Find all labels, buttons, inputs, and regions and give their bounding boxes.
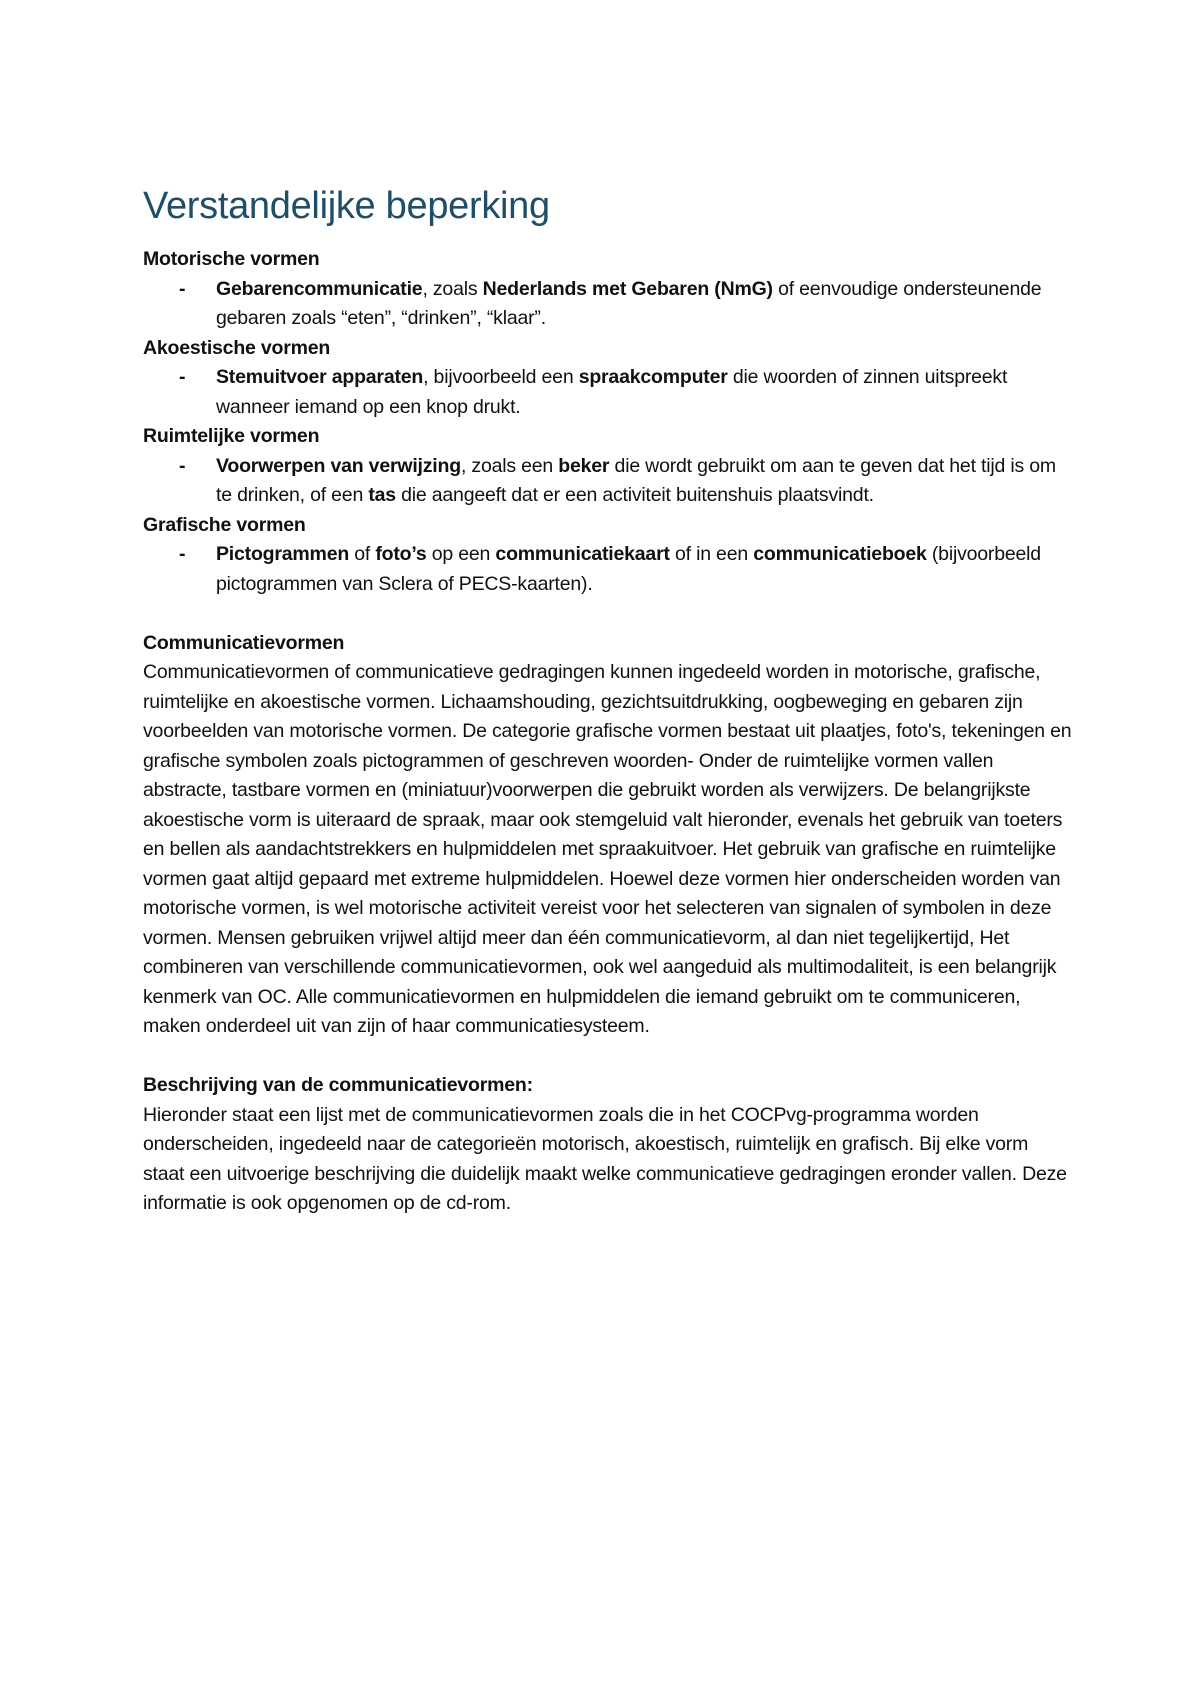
bold-term: tas: [368, 484, 396, 506]
list-item: [143, 363, 1073, 422]
category-heading: Grafische vormen: [143, 513, 306, 536]
text-run: of in een: [669, 543, 754, 565]
bold-term: communicatiekaart: [495, 543, 670, 565]
bold-term: Stemuitvoer apparaten: [216, 366, 424, 388]
list-item: [143, 540, 1073, 599]
document-body: [143, 245, 1073, 1219]
bullet-marker: -: [179, 277, 186, 300]
text-run: op een: [426, 543, 496, 565]
text-run: , zoals een: [460, 454, 559, 477]
communicatievormen-heading: Communicatievormen: [143, 631, 345, 654]
bold-term: Gebarencommunicatie: [216, 277, 423, 300]
text-run: (bijvoorbeeld pictogrammen van Sclera of PECS-kaarten).: [216, 543, 1041, 595]
communicatievormen-paragraph: Communicatievormen of communicatieve gedragingen kunnen ingedeeld worden in motorische, grafische, ruimtelijke en akoestische vormen. Lichaamshouding, gezichtsuitdrukking, oogbeweging en gebaren zijn voorbeelden van motorische vormen. De categorie grafische vormen bestaat uit plaatjes, foto's, tekeningen en grafische symbolen zoals pictogrammen of geschreven woorden- Onder de ruimtelijke vormen vallen abstracte, tastbare vormen en (miniatuur)voorwerpen die gebruikt worden als verwijzers. De belangrijkste akoestische vorm is uiteraard de spraak, maar ook stemgeluid valt hieronder, evenals het gebruik van toeters en bellen als aandachtstrekkers en hulpmiddelen met spraakuitvoer. Het gebruik van grafische en ruimtelijke vormen gaat altijd gepaard met extreme hulpmiddelen. Hoewel deze vormen hier onderscheiden worden van motorische vormen, is wel motorische activiteit vereist voor het selecteren van signalen of symbolen in deze vormen. Mensen gebruiken vrijwel altijd meer dan één communicatievorm, al dan niet tegelijkertijd, Het combineren van verschillende communicatievormen, ook wel aangeduid als multimodaliteit, is een belangrijk kenmerk van OC. Alle communicatievormen en hulpmiddelen die iemand gebruikt om te communiceren, maken onderdeel uit van zijn of haar communicatiesysteem.: [143, 661, 1072, 1037]
bullet-marker: -: [179, 454, 186, 477]
bold-term: Nederlands met Gebaren (NmG): [482, 277, 773, 300]
list-item: [143, 275, 1073, 334]
page-title: Verstandelijke beperking: [143, 185, 550, 227]
spacer: [143, 1042, 1073, 1072]
text-run: , zoals: [422, 277, 483, 300]
text-run: die woorden of zinnen uitspreekt wanneer iemand op een knop drukt.: [216, 366, 1008, 418]
category-heading: Motorische vormen: [143, 248, 320, 270]
beschrijving-heading: Beschrijving van de communicatievormen:: [143, 1074, 533, 1096]
text-run: of eenvoudige ondersteunende gebaren zoals “eten”, “drinken”, “klaar”.: [216, 277, 1042, 329]
bold-term: foto’s: [375, 543, 427, 565]
bold-term: spraakcomputer: [578, 366, 728, 388]
communication-forms-list: [143, 245, 1073, 599]
text-run: of: [349, 543, 376, 565]
text-run: die aangeeft dat er een activiteit buitenshuis plaatsvindt.: [395, 484, 874, 506]
beschrijving-paragraph: Hieronder staat een lijst met de communicatievormen zoals die in het COCPvg-programma worden onderscheiden, ingedeeld naar de categorieën motorisch, akoestisch, ruimtelijk en grafisch. Bij elke vorm staat een uitvoerige beschrijving die duidelijk maakt welke communicatieve gedragingen eronder vallen. Deze informatie is ook opgenomen op de cd-rom.: [143, 1103, 1067, 1214]
bold-term: Pictogrammen: [216, 543, 350, 565]
list-item: [143, 452, 1073, 511]
bold-term: Voorwerpen van verwijzing: [216, 454, 461, 477]
category-heading: Akoestische vormen: [143, 336, 331, 359]
bold-term: communicatieboek: [753, 543, 927, 565]
bullet-marker: -: [179, 366, 186, 388]
category-heading: Ruimtelijke vormen: [143, 425, 320, 447]
text-run: , bijvoorbeeld een: [423, 366, 579, 388]
spacer: [143, 599, 1073, 629]
text-run: die wordt gebruikt om aan te geven dat het tijd is om te drinken, of een: [216, 454, 1056, 506]
bold-term: beker: [558, 454, 610, 477]
bullet-marker: -: [179, 543, 186, 565]
